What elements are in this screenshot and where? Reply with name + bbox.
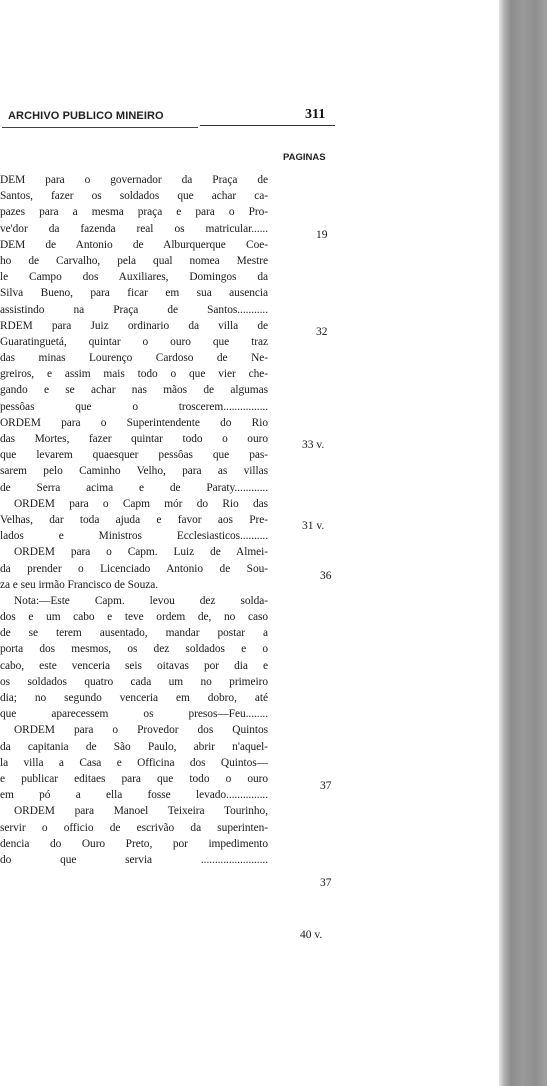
text-line: pessôas que o troscerem................	[0, 400, 268, 413]
page-number: 311	[305, 107, 326, 122]
page-reference: 31 v.	[302, 520, 325, 532]
text-line: DEM de Antonio de Alburquerque Coe-	[0, 238, 268, 251]
text-line: em pó a ella fosse levado...............	[0, 789, 268, 802]
text-line: la villa a Casa e Officina dos Quintos—	[0, 756, 268, 769]
running-header-title: ARCHIVO PUBLICO MINEIRO	[8, 110, 164, 122]
text-line: gando e se achar nas mãos de algumas	[0, 384, 268, 397]
book-spine-shadow	[499, 0, 547, 1086]
text-line: das Mortes, fazer quintar todo o ouro	[0, 433, 268, 445]
page-reference: 32	[316, 326, 328, 338]
text-line: Guaratinguetá, quintar o ouro que traz	[0, 335, 268, 348]
text-line: dos e um cabo e teve ordem de, no caso	[0, 611, 268, 624]
text-line: ve'dor da fazenda real os matricular......	[0, 222, 268, 235]
text-line: greiros, e assim mais todo o que vier che-	[0, 368, 268, 381]
text-line: e publicar editaes para que todo o ouro	[0, 772, 268, 785]
text-line: ORDEM para o Capm. Luiz de Almei-	[14, 546, 268, 559]
text-line: RDEM para Juiz ordinario da villa de	[0, 319, 268, 332]
text-line: do que servia ........................	[0, 853, 268, 866]
text-line: dencia do Ouro Preto, por impedimento	[0, 837, 268, 850]
text-line: sarem pelo Caminho Velho, para as villas	[0, 465, 268, 478]
text-line: porta dos mesmos, os dez soldados e o	[0, 643, 268, 656]
column-heading-paginas: PAGINAS	[283, 152, 326, 163]
text-line: servir o officio de escrivão da superinten-	[0, 821, 268, 834]
text-line: dia; no segundo venceria em dobro, até	[0, 692, 268, 704]
page-reference: 37	[320, 877, 332, 889]
text-line: das minas Lourenço Cardoso de Ne-	[0, 352, 268, 365]
text-line: da capitania de São Paulo, abrir n'aquel-	[0, 740, 268, 753]
text-line: Santos, fazer os soldados que achar ca-	[0, 190, 268, 203]
text-line: Nota:—Este Capm. levou dez solda-	[14, 594, 268, 607]
text-line: lados e Ministros Ecclesiasticos..........	[0, 530, 268, 543]
text-line: ORDEM para o Capm mór do Rio das	[14, 497, 268, 510]
page-reference: 37	[320, 780, 332, 792]
text-line: assistindo na Praça de Santos...........	[0, 303, 268, 316]
text-line: ORDEM para Manoel Teixeira Tourinho,	[14, 805, 268, 818]
text-line: le Campo dos Auxiliares, Domingos da	[0, 271, 268, 284]
text-line: de se terem ausentado, mandar postar a	[0, 627, 268, 640]
index-entries	[0, 172, 268, 868]
text-line: de Serra acima e de Paraty............	[0, 481, 268, 494]
header-rule	[2, 127, 198, 128]
text-line: ORDEM para o Provedor dos Quintos	[14, 724, 268, 737]
text-line: da prender o Licenciado Antonio de Sou-	[0, 562, 268, 575]
text-line: za e seu irmão Francisco de Souza.	[0, 578, 159, 591]
page-reference: 33 v.	[302, 439, 325, 451]
page-reference: 19	[316, 229, 328, 241]
text-line: que levarem quaesquer pessôas que pas-	[0, 449, 268, 462]
text-line: Velhas, dar toda ajuda e favor aos Pre-	[0, 513, 268, 526]
page-reference: 40 v.	[300, 929, 323, 941]
text-line: DEM para o governador da Praça de	[0, 174, 268, 186]
text-line: Silva Bueno, para ficar em sua ausencia	[0, 287, 268, 300]
text-line: pazes para a mesma praça e para o Pro-	[0, 206, 268, 219]
text-line: que aparecessem os presos—Feu........	[0, 708, 268, 721]
page-reference: 36	[320, 570, 332, 582]
text-line: os soldados quatro cada um no primeiro	[0, 675, 268, 688]
header-rule-right	[200, 125, 335, 126]
text-line: ORDEM para o Superintendente do Rio	[0, 416, 268, 429]
text-line: cabo, este venceria seis oitavas por dia e	[0, 659, 268, 672]
text-line: ho de Carvalho, pela qual nomea Mestre	[0, 254, 268, 267]
